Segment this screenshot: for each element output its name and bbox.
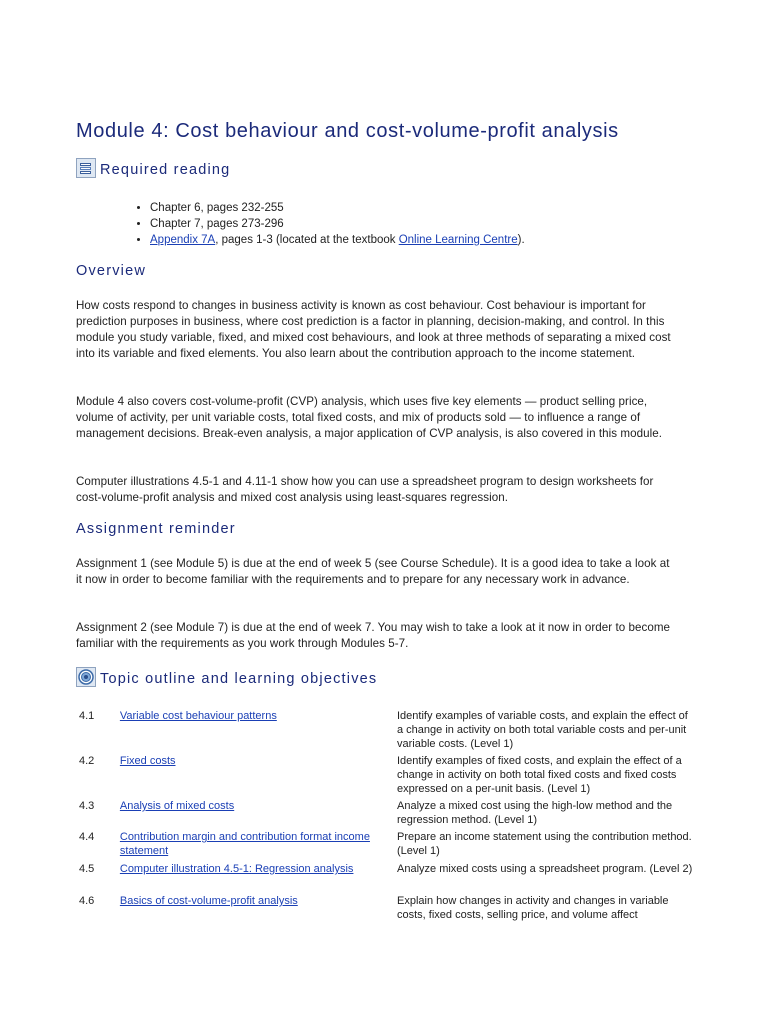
topic-number: 4.3 xyxy=(79,800,95,812)
topic-number: 4.6 xyxy=(79,895,95,907)
topic-number: 4.4 xyxy=(79,831,95,843)
list-item: • Chapter 6, pages 232-255 xyxy=(150,200,525,216)
table-row xyxy=(76,862,696,894)
topic-outline-title: Topic outline and learning objectives xyxy=(100,671,378,687)
required-reading-heading xyxy=(76,158,230,178)
assignment-reminder-heading: Assignment reminder xyxy=(76,521,236,537)
topic-outline-heading xyxy=(76,667,377,687)
appendix-link[interactable]: Appendix 7A xyxy=(150,234,216,246)
table-row xyxy=(76,799,696,830)
target-icon xyxy=(76,667,96,687)
overview-paragraph-2: Module 4 also covers cost-volume-profit (CVP) analysis, which uses five key elements — product selling price, volume of activity, per unit variable costs, total fixed costs, and mix of products sold — to influence a range of management decisions. Break-even analysis, a major application of CVP analysis, is also covered in this module. xyxy=(76,395,662,440)
list-item: • Chapter 7, pages 273-296 xyxy=(150,216,525,232)
topic-link[interactable]: Contribution margin and contribution format income statement xyxy=(119,831,370,857)
topic-objective: Analyze a mixed cost using the high-low method and the regression method. (Level 1) xyxy=(397,800,673,826)
topic-number: 4.5 xyxy=(79,863,95,875)
overview-heading: Overview xyxy=(76,263,147,279)
assignment-paragraph-2: Assignment 2 (see Module 7) is due at the end of week 7. You may wish to take a look at it now in order to become familiar with the requirements as you work through Modules 5-7. xyxy=(76,621,671,650)
topic-objective: Prepare an income statement using the contribution method. (Level 1) xyxy=(397,831,692,857)
overview-paragraph-1: How costs respond to changes in business activity is known as cost behaviour. Cost behaviour is important for prediction purposes in business, where cost prediction is a factor in planning, decision-making, and control. In this module you study variable, fixed, and mixed cost behaviours, and look at three methods of separating a mixed cost into its variable and fixed elements. You also learn about the contribution approach to the income statement. xyxy=(76,299,671,360)
topic-objective: Identify examples of fixed costs, and explain the effect of a change in activity on both total fixed costs and fixed costs expressed on a per-unit basis. (Level 1) xyxy=(397,755,682,795)
topic-link[interactable]: Variable cost behaviour patterns xyxy=(119,710,277,722)
topic-objective: Analyze mixed costs using a spreadsheet program. (Level 2) xyxy=(397,863,693,875)
topic-number: 4.1 xyxy=(79,710,95,722)
topics-table xyxy=(76,709,696,924)
topic-number: 4.2 xyxy=(79,755,95,767)
olc-link[interactable]: Online Learning Centre xyxy=(398,234,518,246)
appendix-text: , pages 1-3 (located at the textbook xyxy=(215,234,399,246)
assignment-paragraph-1: Assignment 1 (see Module 5) is due at the end of week 5 (see Course Schedule). It is a good idea to take a look at it now in order to become familiar with the requirements and to prepare for any necessary work in advance. xyxy=(76,557,670,586)
topic-link[interactable]: Computer illustration 4.5-1: Regression analysis xyxy=(119,863,354,875)
topic-link[interactable]: Analysis of mixed costs xyxy=(119,800,235,812)
table-row xyxy=(76,830,696,862)
topic-link[interactable]: Basics of cost-volume-profit analysis xyxy=(119,895,298,907)
table-row xyxy=(76,894,696,924)
book-icon xyxy=(76,158,96,178)
table-row xyxy=(76,754,696,799)
required-reading-title: Required reading xyxy=(100,162,231,178)
overview-paragraph-3: Computer illustrations 4.5-1 and 4.11-1 show how you can use a spreadsheet program to design worksheets for cost-volume-profit analysis and mixed cost analysis using least-squares regression. xyxy=(76,475,654,504)
topic-objective: Identify examples of variable costs, and explain the effect of a change in activity on both total variable costs and per-unit variable costs. (Level 1) xyxy=(397,710,688,750)
page-title: Module 4: Cost behaviour and cost-volume-profit analysis xyxy=(76,120,619,142)
reading-list xyxy=(132,200,525,248)
table-row xyxy=(76,709,696,754)
list-item xyxy=(150,232,525,248)
appendix-text-end: ). xyxy=(517,234,525,246)
topic-link[interactable]: Fixed costs xyxy=(119,755,176,767)
topic-objective: Explain how changes in activity and changes in variable costs, fixed costs, selling price, and volume affect xyxy=(397,895,669,921)
